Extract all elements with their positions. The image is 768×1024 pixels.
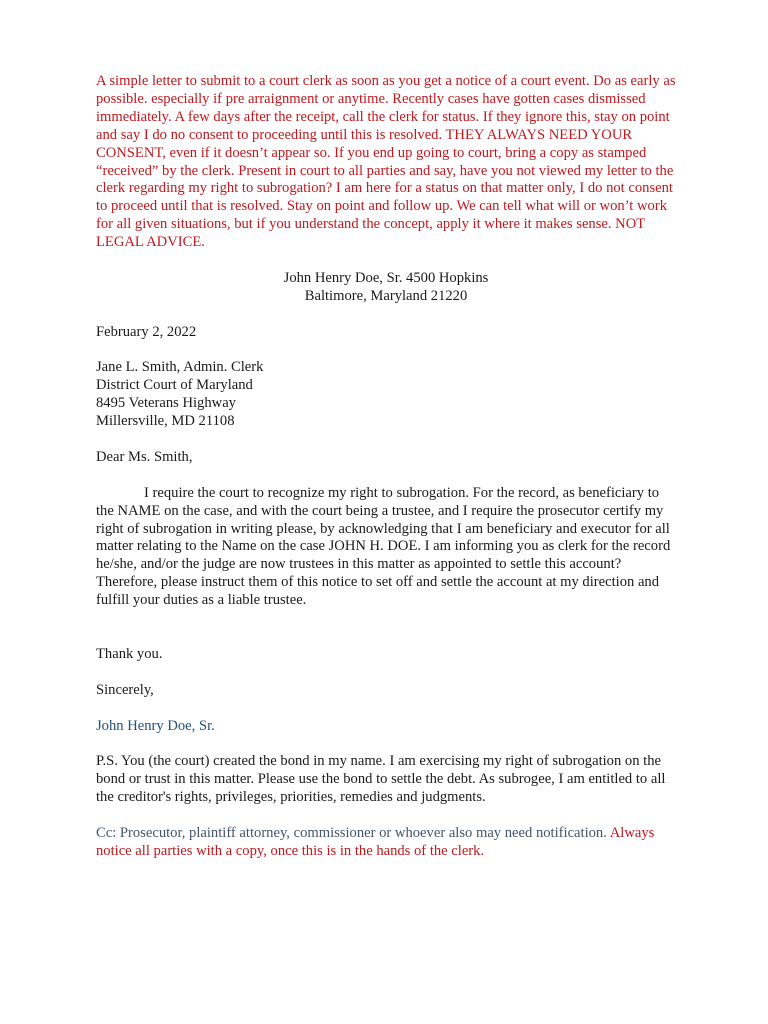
thanks-line: Thank you. bbox=[96, 645, 163, 662]
signature: John Henry Doe, Sr. bbox=[96, 717, 215, 734]
salutation: Dear Ms. Smith, bbox=[96, 448, 193, 465]
recipient-street: 8495 Veterans Highway bbox=[96, 395, 236, 412]
sender-line-2: Baltimore, Maryland 21220 bbox=[304, 287, 468, 304]
letter-body: I require the court to recognize my right to subrogation. For the record, as beneficiary to the NAME on the case, and with the court being a trustee, and I require the prosecutor certify my right of subrogation in writing please, by acknowledging that I am beneficiary and executor for all matter relating to the Name on the case JOHN H. DOE. I am informing you as clerk for the record he/she, and/or the judge are now trustees in this matter as appointed to settle this account? Therefore, please instruct them of this notice to set off and settle the account at my direction and fulfill your duties as a liable trustee. bbox=[96, 484, 671, 609]
recipient-name: Jane L. Smith, Admin. Clerk bbox=[96, 359, 264, 376]
cc-note: Always notice all parties with a copy, once this is in the hands of the clerk. bbox=[96, 824, 655, 859]
intro-note: A simple letter to submit to a court clerk as soon as you get a notice of a court event. Do as early as possible. especially if pre arraignment or anytime. Recently cases have gotten cases dismissed immediately. A few days after the receipt, call the clerk for status. If they ignore this, stay on point and say I do no consent to proceeding until this is resolved. THEY ALWAYS NEED YOUR CONSENT, even if it doesn’t appear so. If you end up going to court, bring a copy as stamped “received” by the clerk. Present in court to all parties and say, have you not viewed my letter to the clerk regarding my right to subrogation? I am here for a status on that matter only, I do not consent to proceed until that is resolved. Stay on point and follow up. We can tell what will or won’t work for all given situations, but if you understand the concept, apply it where it makes sense. NOT LEGAL ADVICE. bbox=[96, 73, 676, 251]
cc-list: Cc: Prosecutor, plaintiff attorney, commissioner or whoever also may need notification. bbox=[96, 824, 607, 841]
letter-page bbox=[96, 73, 676, 861]
letter-date: February 2, 2022 bbox=[96, 323, 197, 340]
sender-line-1: John Henry Doe, Sr. 4500 Hopkins bbox=[283, 269, 489, 286]
recipient-org: District Court of Maryland bbox=[96, 377, 253, 394]
postscript: P.S. You (the court) created the bond in my name. I am exercising my right of subrogation on the bond or trust in this matter. Please use the bond to settle the debt. As subrogee, I am entitled to all the creditor's rights, privileges, priorities, remedies and judgments. bbox=[96, 753, 666, 806]
recipient-city: Millersville, MD 21108 bbox=[96, 413, 235, 430]
cc-block bbox=[96, 825, 676, 861]
closing: Sincerely, bbox=[96, 681, 154, 698]
sender-address bbox=[96, 270, 676, 306]
recipient-address bbox=[96, 359, 676, 431]
